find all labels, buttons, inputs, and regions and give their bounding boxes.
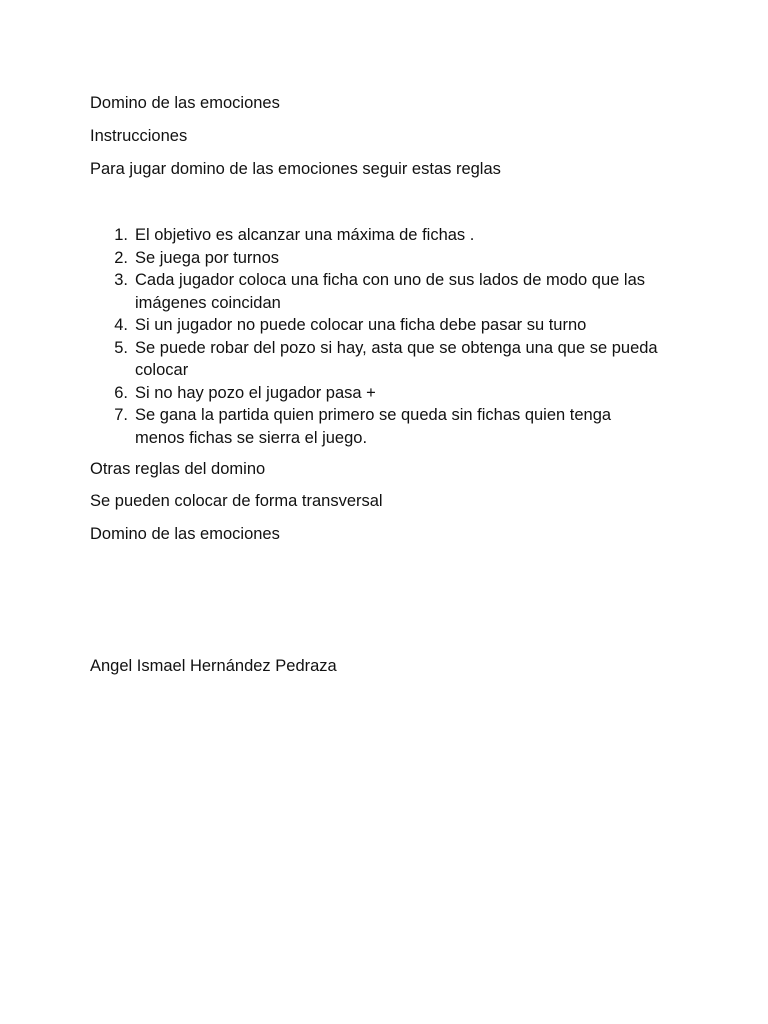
- list-item-number: 1.: [114, 226, 128, 244]
- list-item-text: Se gana la partida quien primero se queda sin fichas quien tenga menos fichas se sierra el juego.: [135, 406, 612, 447]
- list-item-number: 4.: [114, 316, 128, 334]
- author-name: Angel Ismael Hernández Pedraza: [90, 657, 337, 675]
- list-item: [90, 269, 660, 314]
- list-item-number: 2.: [114, 248, 128, 267]
- rules-list: [90, 224, 660, 449]
- list-item-text: Se juega por turnos: [135, 248, 280, 267]
- section-heading: Instrucciones: [90, 127, 188, 145]
- list-item-text: Se puede robar del pozo si hay, asta que se obtenga una que se pueda colocar: [135, 338, 658, 379]
- list-item-text: Cada jugador coloca una ficha con uno de sus lados de modo que las imágenes coincidan: [135, 271, 646, 312]
- other-rules-heading: Otras reglas del domino: [90, 460, 266, 478]
- list-item-number: 6.: [114, 383, 128, 402]
- list-item-text: El objetivo es alcanzar una máxima de fichas .: [135, 226, 475, 244]
- intro-paragraph: Para jugar domino de las emociones seguir estas reglas: [90, 160, 501, 178]
- list-item: [90, 224, 660, 247]
- list-item: [90, 382, 660, 405]
- list-item-number: 7.: [114, 406, 128, 424]
- list-item: [90, 247, 660, 270]
- list-item-text: Si un jugador no puede colocar una ficha debe pasar su turno: [135, 316, 587, 334]
- closing-title: Domino de las emociones: [90, 525, 280, 543]
- list-item-number: 5.: [114, 338, 128, 357]
- list-item: [90, 404, 660, 449]
- document-title: Domino de las emociones: [90, 94, 280, 112]
- list-item-text: Si no hay pozo el jugador pasa +: [135, 383, 376, 402]
- other-rule-text: Se pueden colocar de forma transversal: [90, 492, 383, 510]
- list-item: [90, 314, 660, 337]
- list-item: [90, 337, 660, 382]
- list-item-number: 3.: [114, 271, 128, 289]
